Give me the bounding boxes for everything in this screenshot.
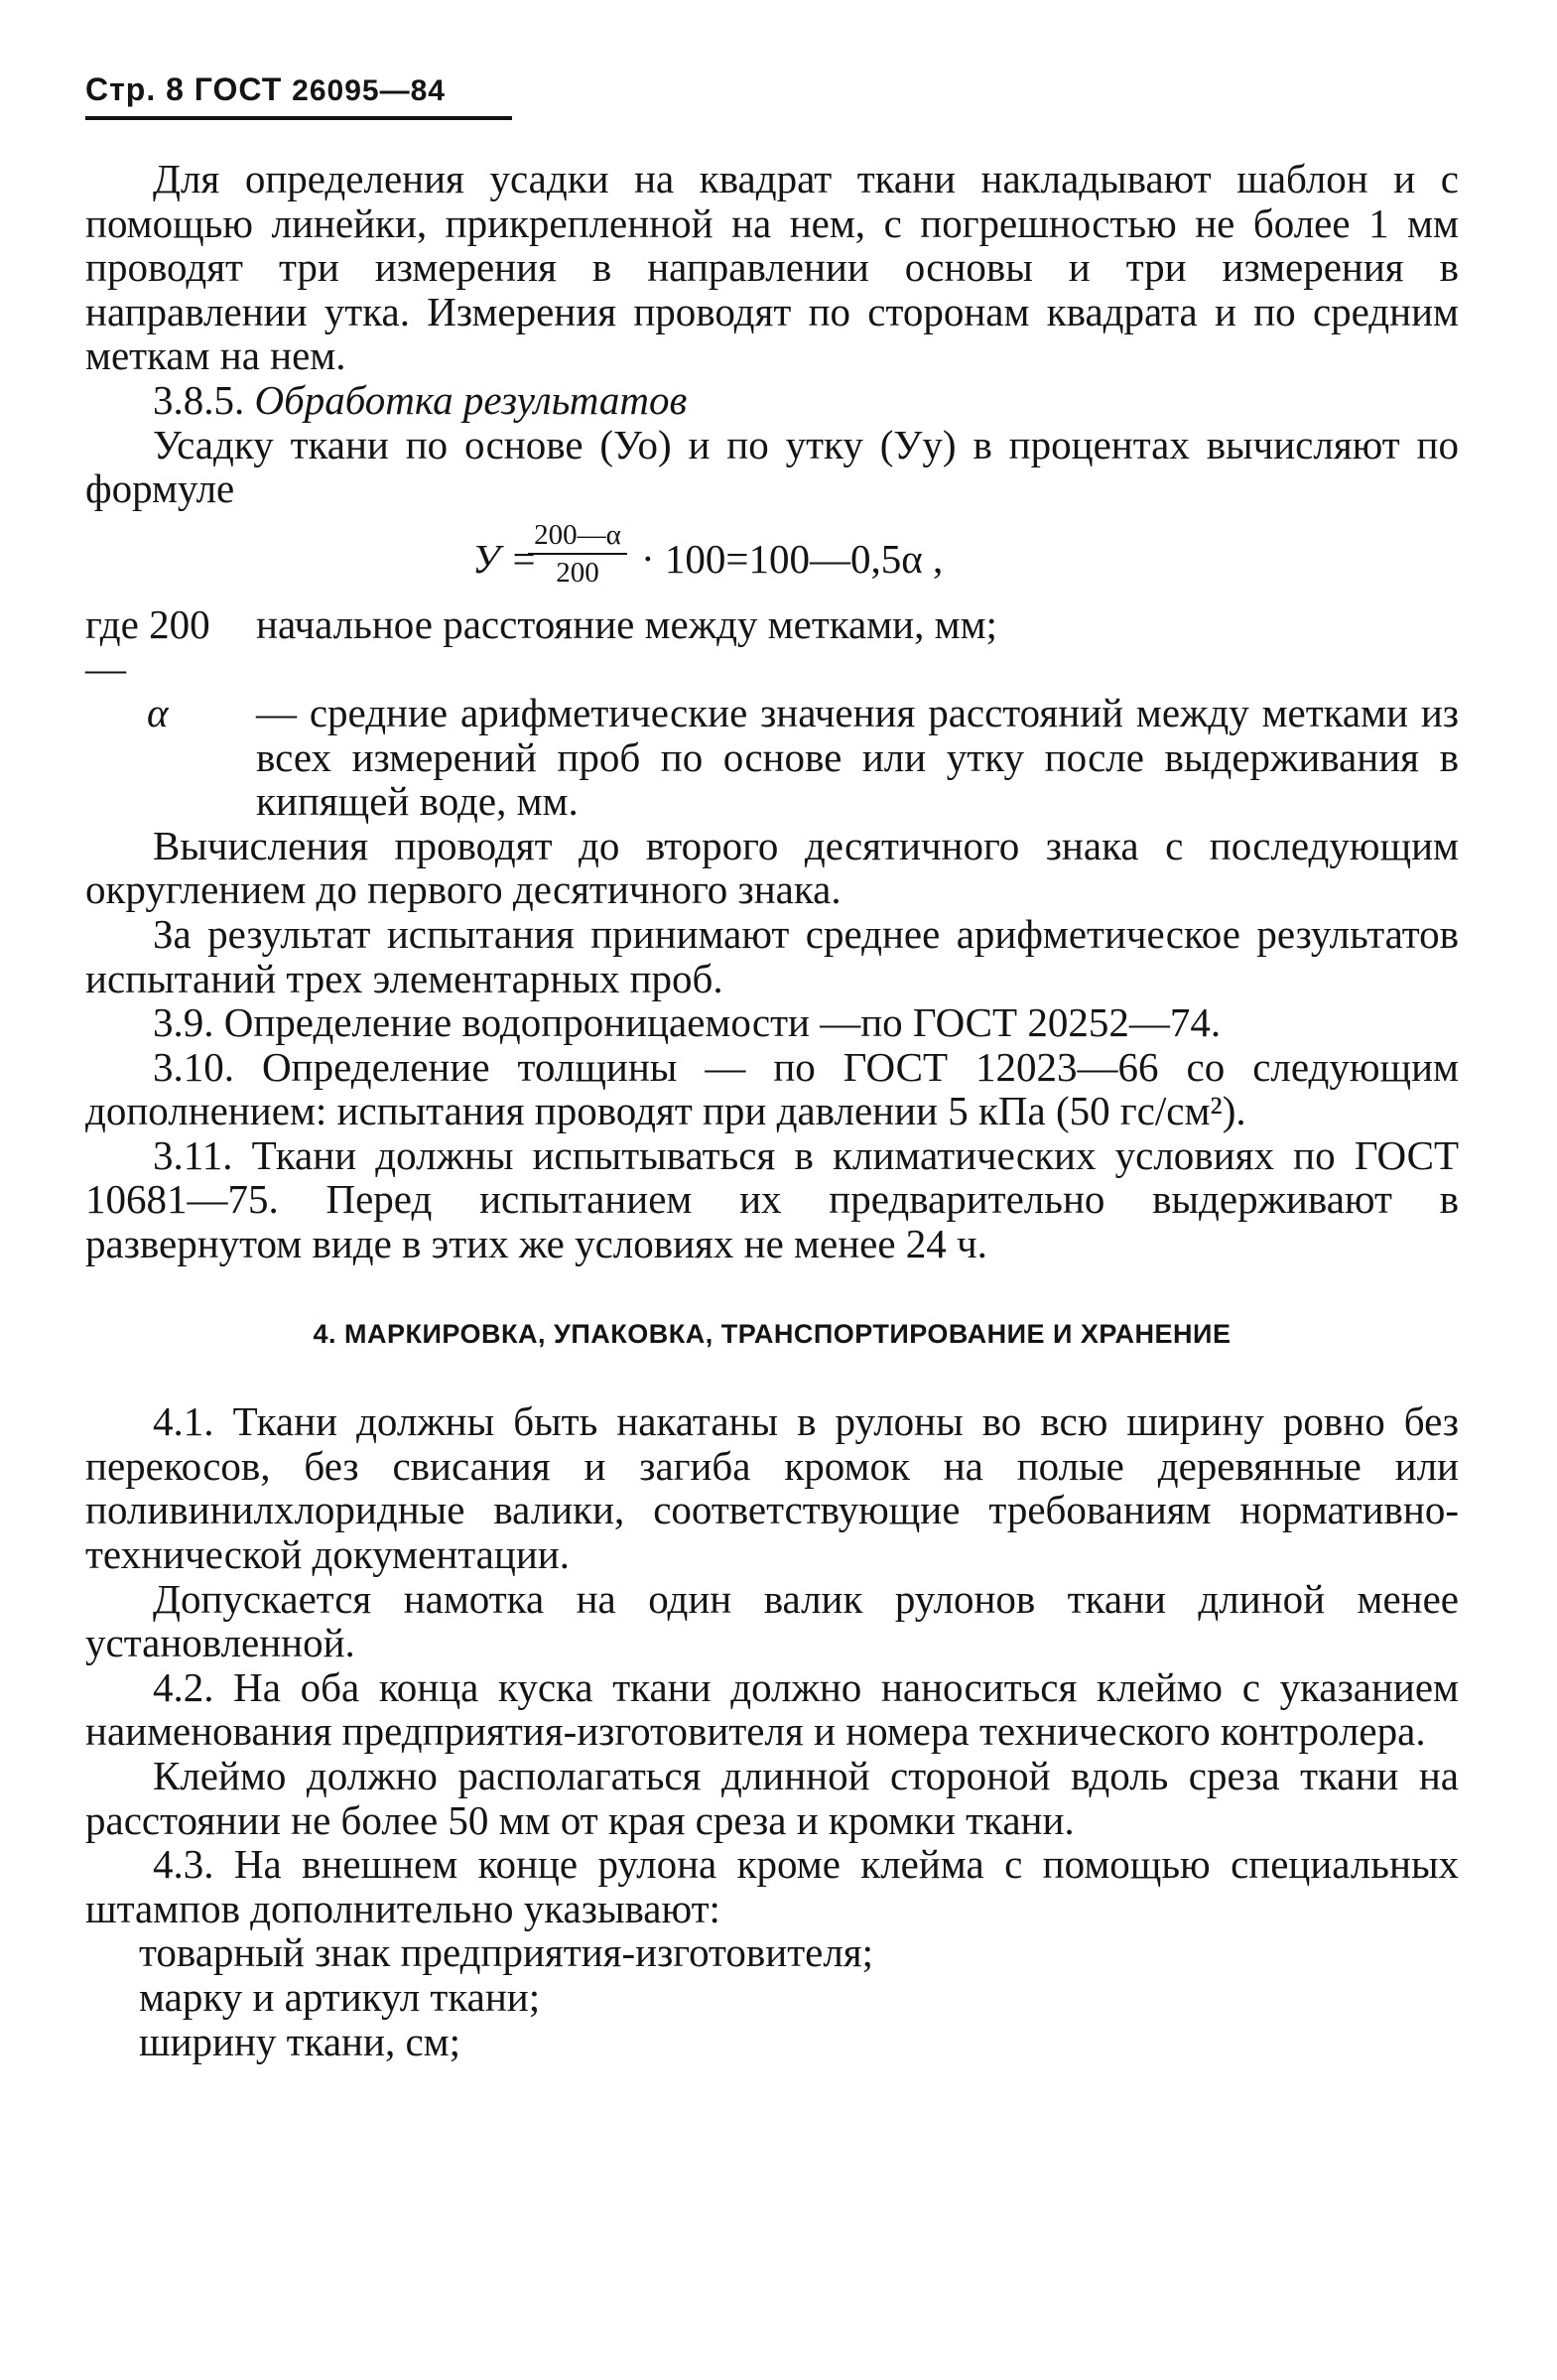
subsection-number: 3.8.5. [153,376,245,423]
formula-rhs: · 100=100—0,5α , [641,535,944,582]
definition-200 [85,602,1459,691]
paragraph-3-9: 3.9. Определение водопроницаемости —по ГОСТ 20252—74. [153,999,1222,1046]
shrinkage-formula [85,519,1459,596]
definition-symbol: где 200 — [85,600,210,692]
document-body [85,157,1459,2063]
header-prefix: Стр. 8 ГОСТ [85,71,283,107]
definition-symbol: α [147,689,169,735]
subsection-3-8-5 [85,378,1459,423]
list-item: товарный знак предприятия-изготовителя; [139,1929,874,1976]
paragraph-measurement: Для определения усадки на квадрат ткани накладывают шаблон и с помощью линейки, прикрепленной на нем, с погрешностью не более 1 мм проводят три измерения в направлении основы и три измерения в направлении утка. Измерения проводят по сторонам квадрата и по средним меткам на нем. [85,156,1459,379]
paragraph-3-10: 3.10. Определение толщины — по ГОСТ 12023—66 со следующим дополнением: испытания проводят при давлении 5 кПа (50 гс/см²). [85,1043,1459,1134]
paragraph-4-2-note: Клеймо должно располагаться длинной стороной вдоль среза ткани на расстоянии не более 50 мм от края среза и кромки ткани. [85,1753,1459,1843]
paragraph-3-11: 3.11. Ткани должны испытываться в климатических условиях по ГОСТ 10681—75. Перед испытанием их предварительно выдерживают в развернутом виде в этих же условиях не менее 24 ч. [85,1131,1459,1267]
marking-list [85,1930,1459,2063]
header-standard-number: 26095—84 [292,74,446,107]
formula-denominator: 200 [556,556,599,589]
definition-text: — средние арифметические значения расстояний между метками из всех измерений проб по основе или утку после выдерживания в кипящей воде, мм. [256,689,1459,825]
definition-text: начальное расстояние между метками, мм; [256,600,997,647]
list-item: ширину ткани, см; [139,2018,460,2064]
definition-alpha [85,691,1459,824]
fraction-bar [528,553,627,555]
paragraph-rounding: Вычисления проводят до второго десятичного знака с последующим округлением до первого десятичного знака. [85,822,1459,913]
formula-fraction [528,519,627,589]
formula-numerator: 200—α [534,518,621,551]
paragraph-shrinkage-formula-intro: Усадку ткани по основе (Уо) и по утку (Уу) в процентах вычисляют по формуле [85,421,1459,512]
paragraph-result: За результат испытания принимают среднее арифметическое результатов испытаний трех элементарных проб. [85,910,1459,1001]
subsection-title: Обработка результатов [254,376,688,423]
paragraph-4-2: 4.2. На оба конца куска ткани должно наноситься клеймо с указанием наименования предприятия-изготовителя и номера технического контролера. [85,1663,1459,1755]
page-header [85,71,512,120]
formula-definitions [85,602,1459,824]
section-4-heading: 4. МАРКИРОВКА, УПАКОВКА, ТРАНСПОРТИРОВАНИЕ И ХРАНЕНИЕ [313,1318,1232,1349]
list-item: марку и артикул ткани; [139,1973,541,2020]
paragraph-4-3: 4.3. На внешнем конце рулона кроме клейма с помощью специальных штампов дополнительно указывают: [85,1841,1459,1931]
formula-lhs: У = [472,535,538,582]
paragraph-4-1: 4.1. Ткани должны быть накатаны в рулоны во всю ширину ровно без перекосов, без свисания и загиба кромок на полые деревянные или поливинилхлоридные валики, соответствующие требованиям нормативно-технической документации. [85,1398,1459,1578]
paragraph-4-1-note: Допускается намотка на один валик рулонов ткани длиной менее установленной. [85,1575,1459,1666]
